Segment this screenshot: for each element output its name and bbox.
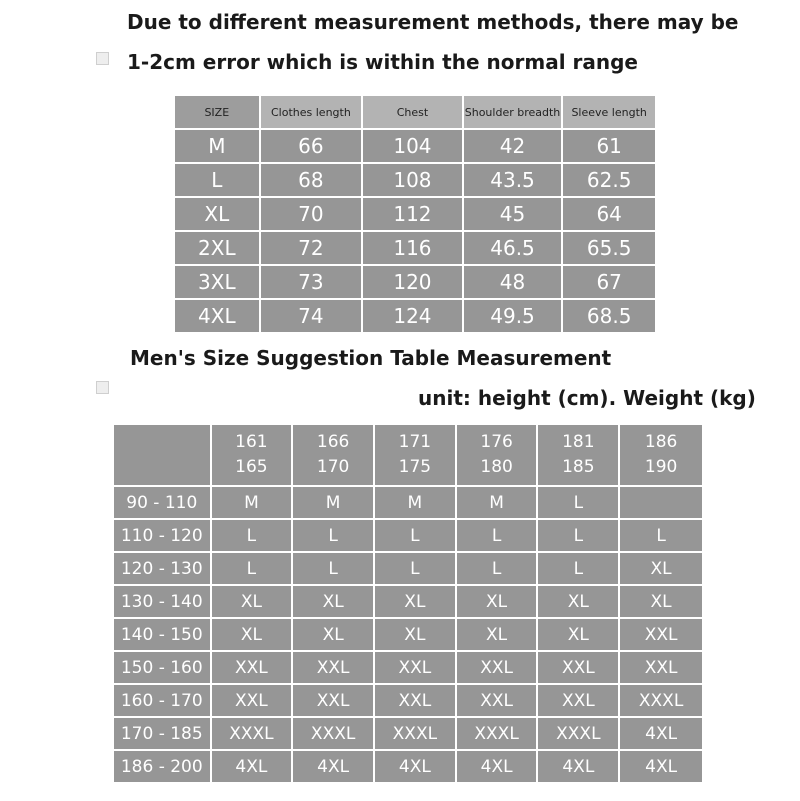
weight-range-label: 140 - 150 [113,618,211,651]
size-table-header [174,95,656,129]
measurement-value: 45 [463,197,563,231]
suggested-size: XL [619,585,703,618]
suggested-size: XXL [211,651,293,684]
suggested-size: XXL [211,684,293,717]
weight-range-label: 120 - 130 [113,552,211,585]
measurement-value: 46.5 [463,231,563,265]
suggested-size: XL [211,618,293,651]
suggested-size: XL [456,618,538,651]
corner-cell [113,424,211,486]
size-label: 3XL [174,265,260,299]
suggested-size: XXL [619,618,703,651]
suggested-size: L [619,519,703,552]
suggested-size: XXXL [211,717,293,750]
suggested-size: M [292,486,374,519]
suggested-size: XL [537,618,619,651]
table-row [113,618,703,651]
measurement-value: 73 [260,265,363,299]
suggested-size: 4XL [292,750,374,783]
table-row [113,750,703,783]
suggested-size: XL [537,585,619,618]
suggested-size: XXL [374,651,456,684]
measurement-value: 124 [362,299,463,333]
measurement-value: 66 [260,129,363,163]
size-label: M [174,129,260,163]
size-table-header-cell: Chest [362,95,463,129]
weight-range-label: 186 - 200 [113,750,211,783]
suggested-size: L [374,519,456,552]
height-range-start: 181 [562,432,595,452]
bullet-icon [96,52,109,65]
suggested-size: L [211,552,293,585]
unit-note: unit: height (cm). Weight (kg) [418,386,756,410]
suggested-size: L [292,519,374,552]
suggested-size: L [456,552,538,585]
measurement-value: 48 [463,265,563,299]
measurement-value: 67 [562,265,656,299]
suggested-size: L [537,486,619,519]
table-row [174,197,656,231]
suggested-size: L [456,519,538,552]
measurement-value: 108 [362,163,463,197]
table-row [113,717,703,750]
suggested-size: XXL [292,684,374,717]
measurement-value: 70 [260,197,363,231]
measurement-value: 65.5 [562,231,656,265]
suggested-size: XXL [374,684,456,717]
suggested-size: M [456,486,538,519]
height-range-end: 175 [398,457,432,477]
measurement-value: 68.5 [562,299,656,333]
height-range-header [456,424,538,486]
suggested-size: 4XL [537,750,619,783]
height-range-header [537,424,619,486]
suggested-size: XL [456,585,538,618]
height-range-start: 171 [398,432,432,452]
size-table-header-cell: Clothes length [260,95,363,129]
measurement-note-line1: Due to different measurement methods, there may be [127,10,739,34]
height-range-end: 180 [480,457,513,477]
size-label: L [174,163,260,197]
suggested-size: 4XL [456,750,538,783]
measurement-value: 64 [562,197,656,231]
weight-range-label: 160 - 170 [113,684,211,717]
measurement-value: 61 [562,129,656,163]
size-suggestion-table [112,423,704,784]
table-row [174,129,656,163]
height-range-header [374,424,456,486]
table-row [174,163,656,197]
table-row [174,231,656,265]
measurement-value: 104 [362,129,463,163]
height-range-start: 176 [480,432,513,452]
suggested-size: XL [211,585,293,618]
table-row [113,519,703,552]
measurement-value: 72 [260,231,363,265]
size-label: 2XL [174,231,260,265]
height-range-start: 166 [316,432,350,452]
size-label: 4XL [174,299,260,333]
suggested-size: XXXL [537,717,619,750]
bullet-icon [96,381,109,394]
height-range-end: 170 [316,457,350,477]
measurement-note-line2: 1-2cm error which is within the normal range [127,50,638,74]
measurement-value: 49.5 [463,299,563,333]
weight-range-label: 90 - 110 [113,486,211,519]
suggested-size: XXXL [292,717,374,750]
suggested-size: L [537,552,619,585]
height-range-start: 161 [235,432,268,452]
height-range-end: 190 [644,457,678,477]
height-range-header [211,424,293,486]
table-row [113,684,703,717]
size-table-header-cell: SIZE [174,95,260,129]
suggested-size: XXL [456,651,538,684]
suggested-size: L [211,519,293,552]
suggested-size: XXXL [374,717,456,750]
measurement-value: 42 [463,129,563,163]
suggested-size: XXL [619,651,703,684]
suggested-size: L [292,552,374,585]
suggested-size: XL [374,618,456,651]
measurement-value: 120 [362,265,463,299]
measurement-value: 43.5 [463,163,563,197]
measurement-value: 62.5 [562,163,656,197]
suggested-size: XL [292,585,374,618]
table-row [174,299,656,333]
size-table-header-cell: Shoulder breadth [463,95,563,129]
suggested-size: XL [374,585,456,618]
table-row [113,486,703,519]
suggested-size: XXL [292,651,374,684]
suggested-size: 4XL [619,750,703,783]
height-range-header [292,424,374,486]
suggested-size [619,486,703,519]
suggested-size: XL [619,552,703,585]
height-range-start: 186 [644,432,678,452]
size-table-header-cell: Sleeve length [562,95,656,129]
weight-range-label: 110 - 120 [113,519,211,552]
suggested-size: 4XL [211,750,293,783]
suggested-size: L [374,552,456,585]
suggested-size: 4XL [374,750,456,783]
suggested-size: XXL [537,684,619,717]
height-range-end: 165 [235,457,268,477]
height-range-header [619,424,703,486]
height-range-end: 185 [562,457,595,477]
weight-range-label: 150 - 160 [113,651,211,684]
suggested-size: 4XL [619,717,703,750]
table-row [174,265,656,299]
table-row [113,651,703,684]
suggested-size: L [537,519,619,552]
height-header-row [113,424,703,486]
weight-range-label: 130 - 140 [113,585,211,618]
size-label: XL [174,197,260,231]
weight-range-label: 170 - 185 [113,717,211,750]
table-row [113,552,703,585]
measurement-value: 116 [362,231,463,265]
table-row [113,585,703,618]
size-table [173,94,657,334]
measurement-value: 112 [362,197,463,231]
suggested-size: XXL [456,684,538,717]
suggested-size: XXXL [456,717,538,750]
measurement-value: 74 [260,299,363,333]
suggested-size: M [374,486,456,519]
measurement-value: 68 [260,163,363,197]
suggested-size: XL [292,618,374,651]
suggestion-title: Men's Size Suggestion Table Measurement [130,346,612,370]
suggested-size: XXXL [619,684,703,717]
suggested-size: M [211,486,293,519]
suggested-size: XXL [537,651,619,684]
